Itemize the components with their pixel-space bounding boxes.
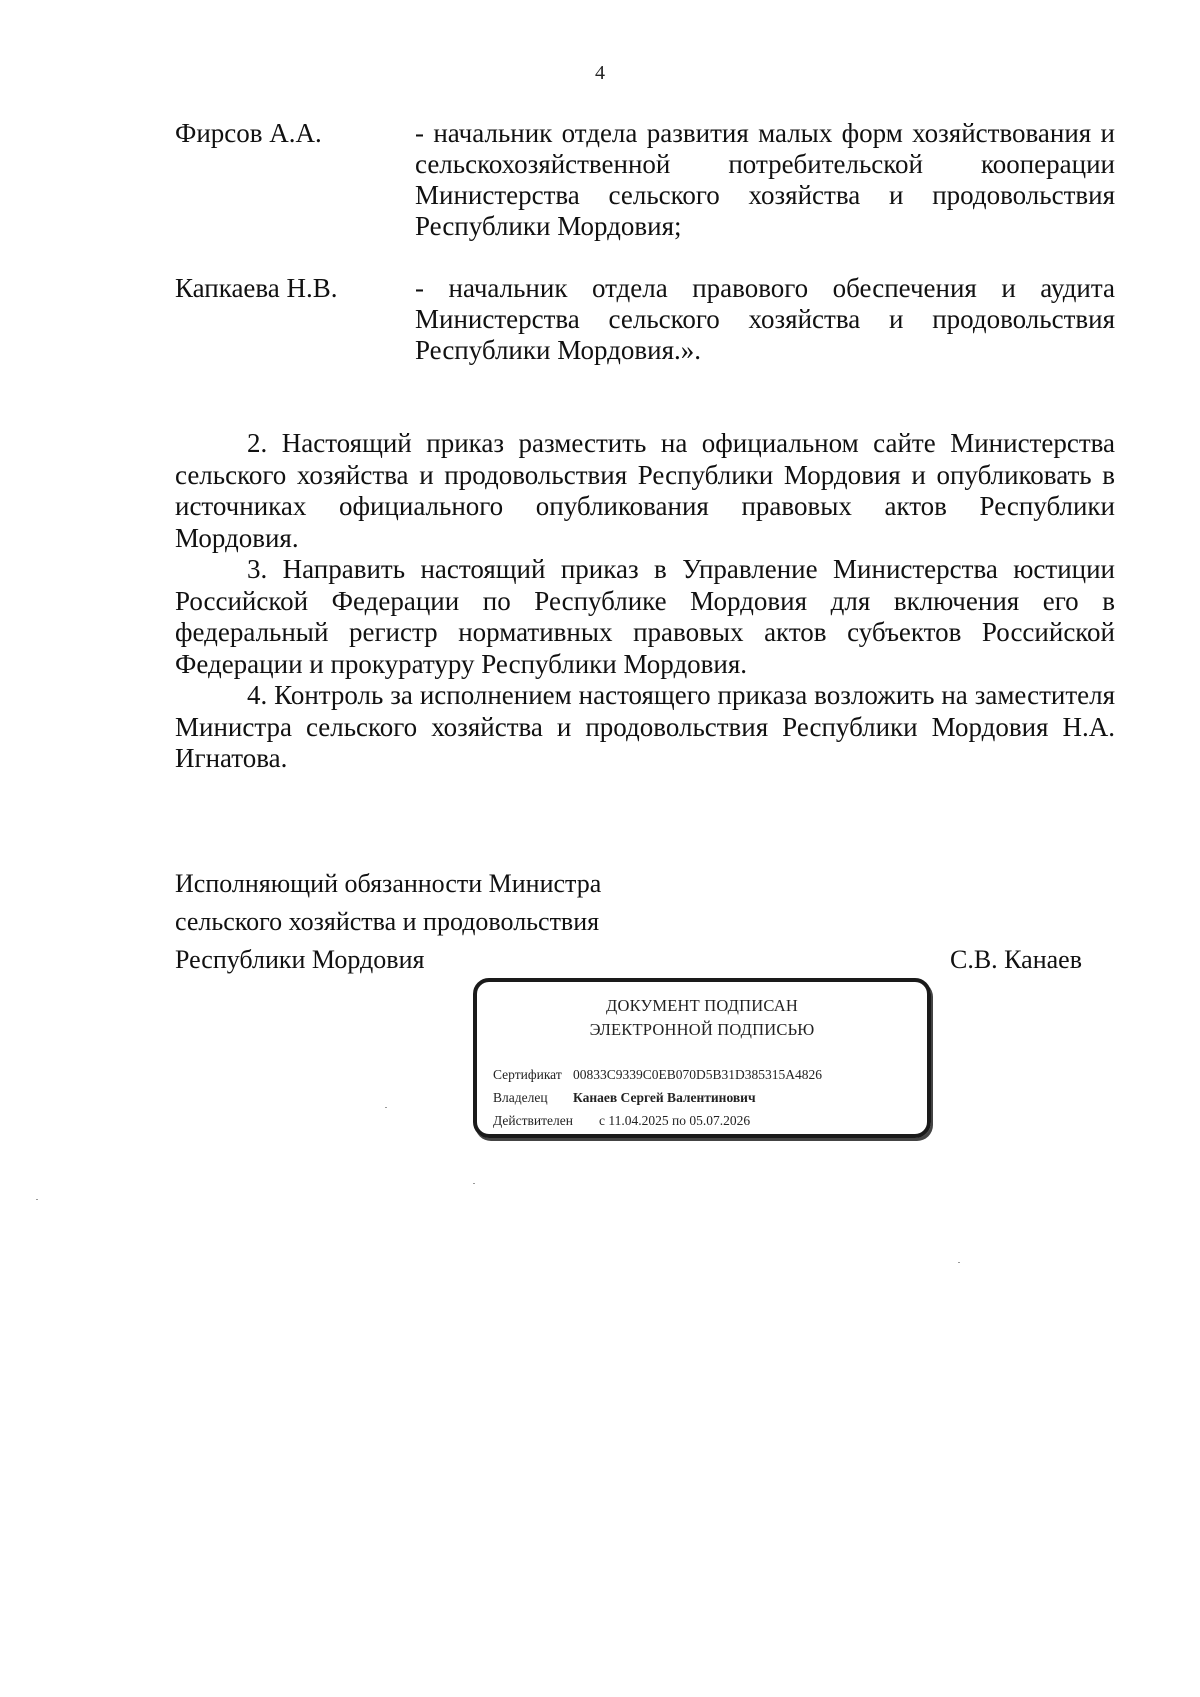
member-name: Фирсов А.А.	[175, 118, 322, 148]
scan-speck	[473, 1183, 475, 1184]
signatory-position-line: Республики Мордовия	[175, 945, 425, 974]
stamp-title	[477, 994, 927, 1042]
commission-member-1	[175, 118, 1115, 242]
stamp-certificate-label: Сертификат	[493, 1067, 562, 1082]
signer-name: С.В. Канаев	[950, 945, 1082, 974]
order-paragraphs	[175, 428, 1115, 775]
stamp-owner-row	[493, 1090, 756, 1106]
page-number: 4	[595, 62, 605, 84]
stamp-certificate-row	[493, 1067, 822, 1083]
stamp-validity-row	[493, 1113, 750, 1129]
signatory-position	[175, 865, 601, 979]
paragraph-3: 3. Направить настоящий приказ в Управление Министерства юстиции Российской Федерации по Республике Мордовия для включения его в федеральный регистр нормативных правовых актов субъектов Российской Федерации и прокуратуру Республики Мордовия.	[175, 554, 1115, 679]
stamp-validity-label: Действителен	[493, 1113, 573, 1128]
stamp-title-line: ДОКУМЕНТ ПОДПИСАН	[606, 996, 798, 1015]
scan-speck	[36, 1199, 38, 1200]
scan-speck	[385, 1107, 387, 1108]
member-role: - начальник отдела правового обеспечения и аудита Министерства сельского хозяйства и продовольствия Республики Мордовия.».	[415, 273, 1115, 365]
member-role: - начальник отдела развития малых форм хозяйствования и сельскохозяйственной потребительской кооперации Министерства сельского хозяйства и продовольствия Республики Мордовия;	[415, 118, 1115, 241]
paragraph-2: 2. Настоящий приказ разместить на официальном сайте Министерства сельского хозяйства и продовольствия Республики Мордовия и опубликовать в источниках официального опубликования правовых актов Республики Мордовия.	[175, 428, 1115, 553]
stamp-validity-value: с 11.04.2025 по 05.07.2026	[599, 1113, 751, 1128]
scan-speck	[958, 1262, 960, 1263]
member-name: Капкаева Н.В.	[175, 273, 338, 303]
stamp-certificate-value: 00833C9339C0EB070D5B31D385315A4826	[573, 1067, 823, 1082]
stamp-owner-value: Канаев Сергей Валентинович	[573, 1090, 756, 1105]
paragraph-4: 4. Контроль за исполнением настоящего приказа возложить на заместителя Министра сельского хозяйства и продовольствия Республики Мордовия Н.А. Игнатова.	[175, 680, 1115, 773]
commission-member-2	[175, 273, 1115, 366]
stamp-title-line: ЭЛЕКТРОННОЙ ПОДПИСЬЮ	[589, 1020, 815, 1039]
stamp-owner-label: Владелец	[493, 1090, 548, 1105]
signatory-position-line: сельского хозяйства и продовольствия	[175, 907, 600, 936]
electronic-signature-stamp	[473, 978, 931, 1138]
signatory-position-line: Исполняющий обязанности Министра	[175, 869, 602, 898]
